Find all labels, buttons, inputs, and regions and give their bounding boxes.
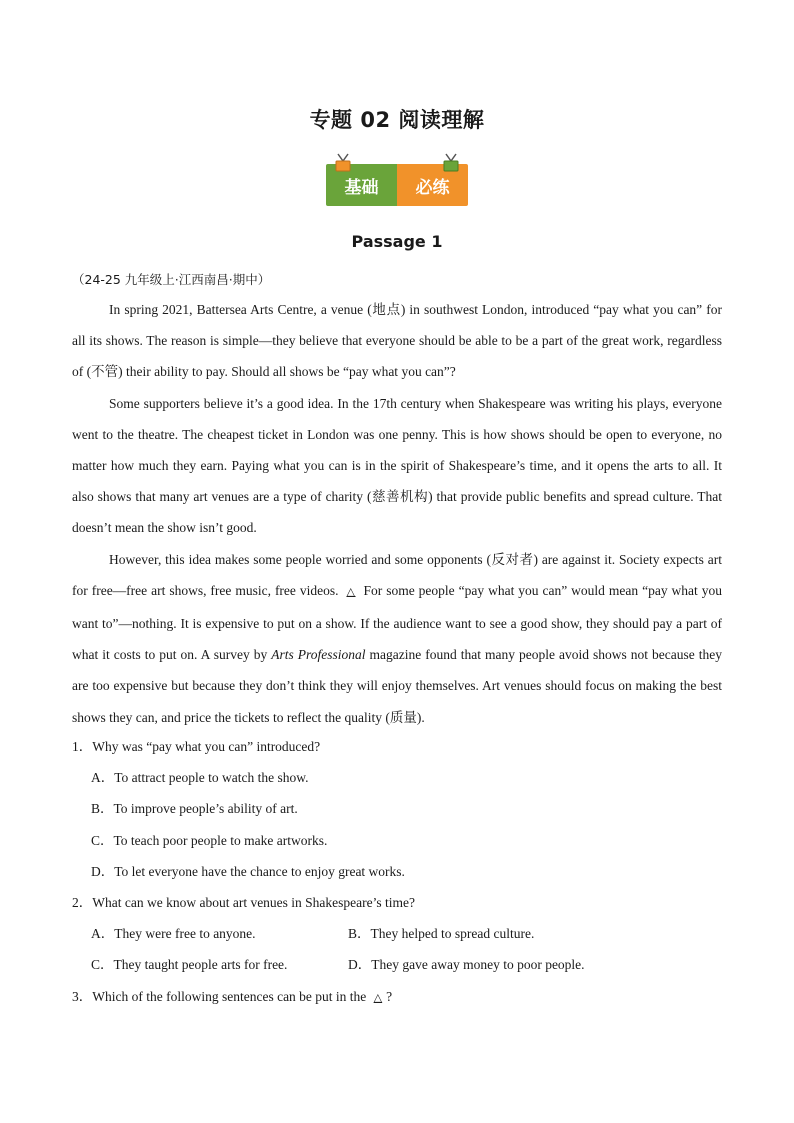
option: A．To attract people to watch the show.	[91, 770, 309, 786]
answer-blank: △	[373, 991, 383, 1004]
paragraph-3-part-b: For some people “pay what you can” would mean “pay what you want to”—nothing. It is expensive to put on a show. If the audience want to see a good show, they should pay a part of what it costs to put on. A survey by	[72, 582, 722, 663]
paragraph-3	[72, 544, 722, 733]
binder-clip-icon	[334, 152, 352, 174]
question-stem-part-b: ?	[386, 988, 393, 1004]
question-stem: 1．Why was “pay what you can” introduced?	[72, 739, 321, 754]
option: A．They were free to anyone.	[91, 926, 256, 942]
passage-body	[72, 294, 722, 733]
paragraph-3-part-c: magazine found that many people avoid shows not because they are too expensive but because they don’t think they will enjoy themselves. Art venues should focus on making the best shows they can, and price the tickets to reflect the quality (质量).	[72, 647, 722, 725]
option: C．To teach poor people to make artworks.	[91, 832, 328, 848]
option: B．To improve people’s ability of art.	[91, 801, 298, 817]
paragraph-1: In spring 2021, Battersea Arts Centre, a venue (地点) in southwest London, introduced “pay what you can” for all its shows. The reason is simple—they believe that everyone should be able to be a part of the great work, regardless of (不管) their ability to pay. Should all shows be “pay what you can”?	[72, 302, 722, 380]
question-stem: 2．What can we know about art venues in Shakespeare’s time?	[72, 895, 416, 911]
option-row	[72, 918, 722, 949]
passage-title: Passage 1	[351, 232, 443, 251]
magazine-name: Arts Professional	[271, 647, 366, 663]
option: D．They gave away money to poor people.	[348, 957, 585, 973]
section-badge	[326, 160, 468, 206]
question-stem	[72, 981, 722, 1014]
binder-clip-icon	[442, 152, 460, 174]
question-stem-part-a: 3．Which of the following sentences can be put in the	[72, 988, 367, 1004]
option: C．They taught people arts for free.	[91, 957, 288, 973]
option: D．To let everyone have the chance to enjoy great works.	[91, 863, 405, 879]
badge-left: 基础	[326, 164, 397, 206]
option-row	[72, 949, 722, 980]
source-note: （24-25 九年级上·江西南昌·期中）	[72, 272, 271, 287]
badge-right: 必练	[397, 164, 468, 206]
page-title: 专题 02 阅读理解	[309, 108, 485, 132]
option: B．They helped to spread culture.	[348, 926, 535, 942]
questions	[72, 731, 722, 1014]
answer-blank: △	[346, 585, 356, 598]
paragraph-3-part-a: However, this idea makes some people worried and some opponents (反对者) are against it. Society expects art for free—free art shows, free music, free videos.	[72, 551, 722, 598]
paragraph-2: Some supporters believe it’s a good idea. In the 17th century when Shakespeare was writing his plays, everyone went to the theatre. The cheapest ticket in London was one penny. This is how shows should be open to everyone, no matter how much they earn. Paying what you can is in the spirit of Shakespeare’s time, and it opens the arts to all. It also shows that many art venues are a type of charity (慈善机构) that provide public benefits and spread culture. That doesn’t mean the show isn’t good.	[72, 395, 722, 536]
